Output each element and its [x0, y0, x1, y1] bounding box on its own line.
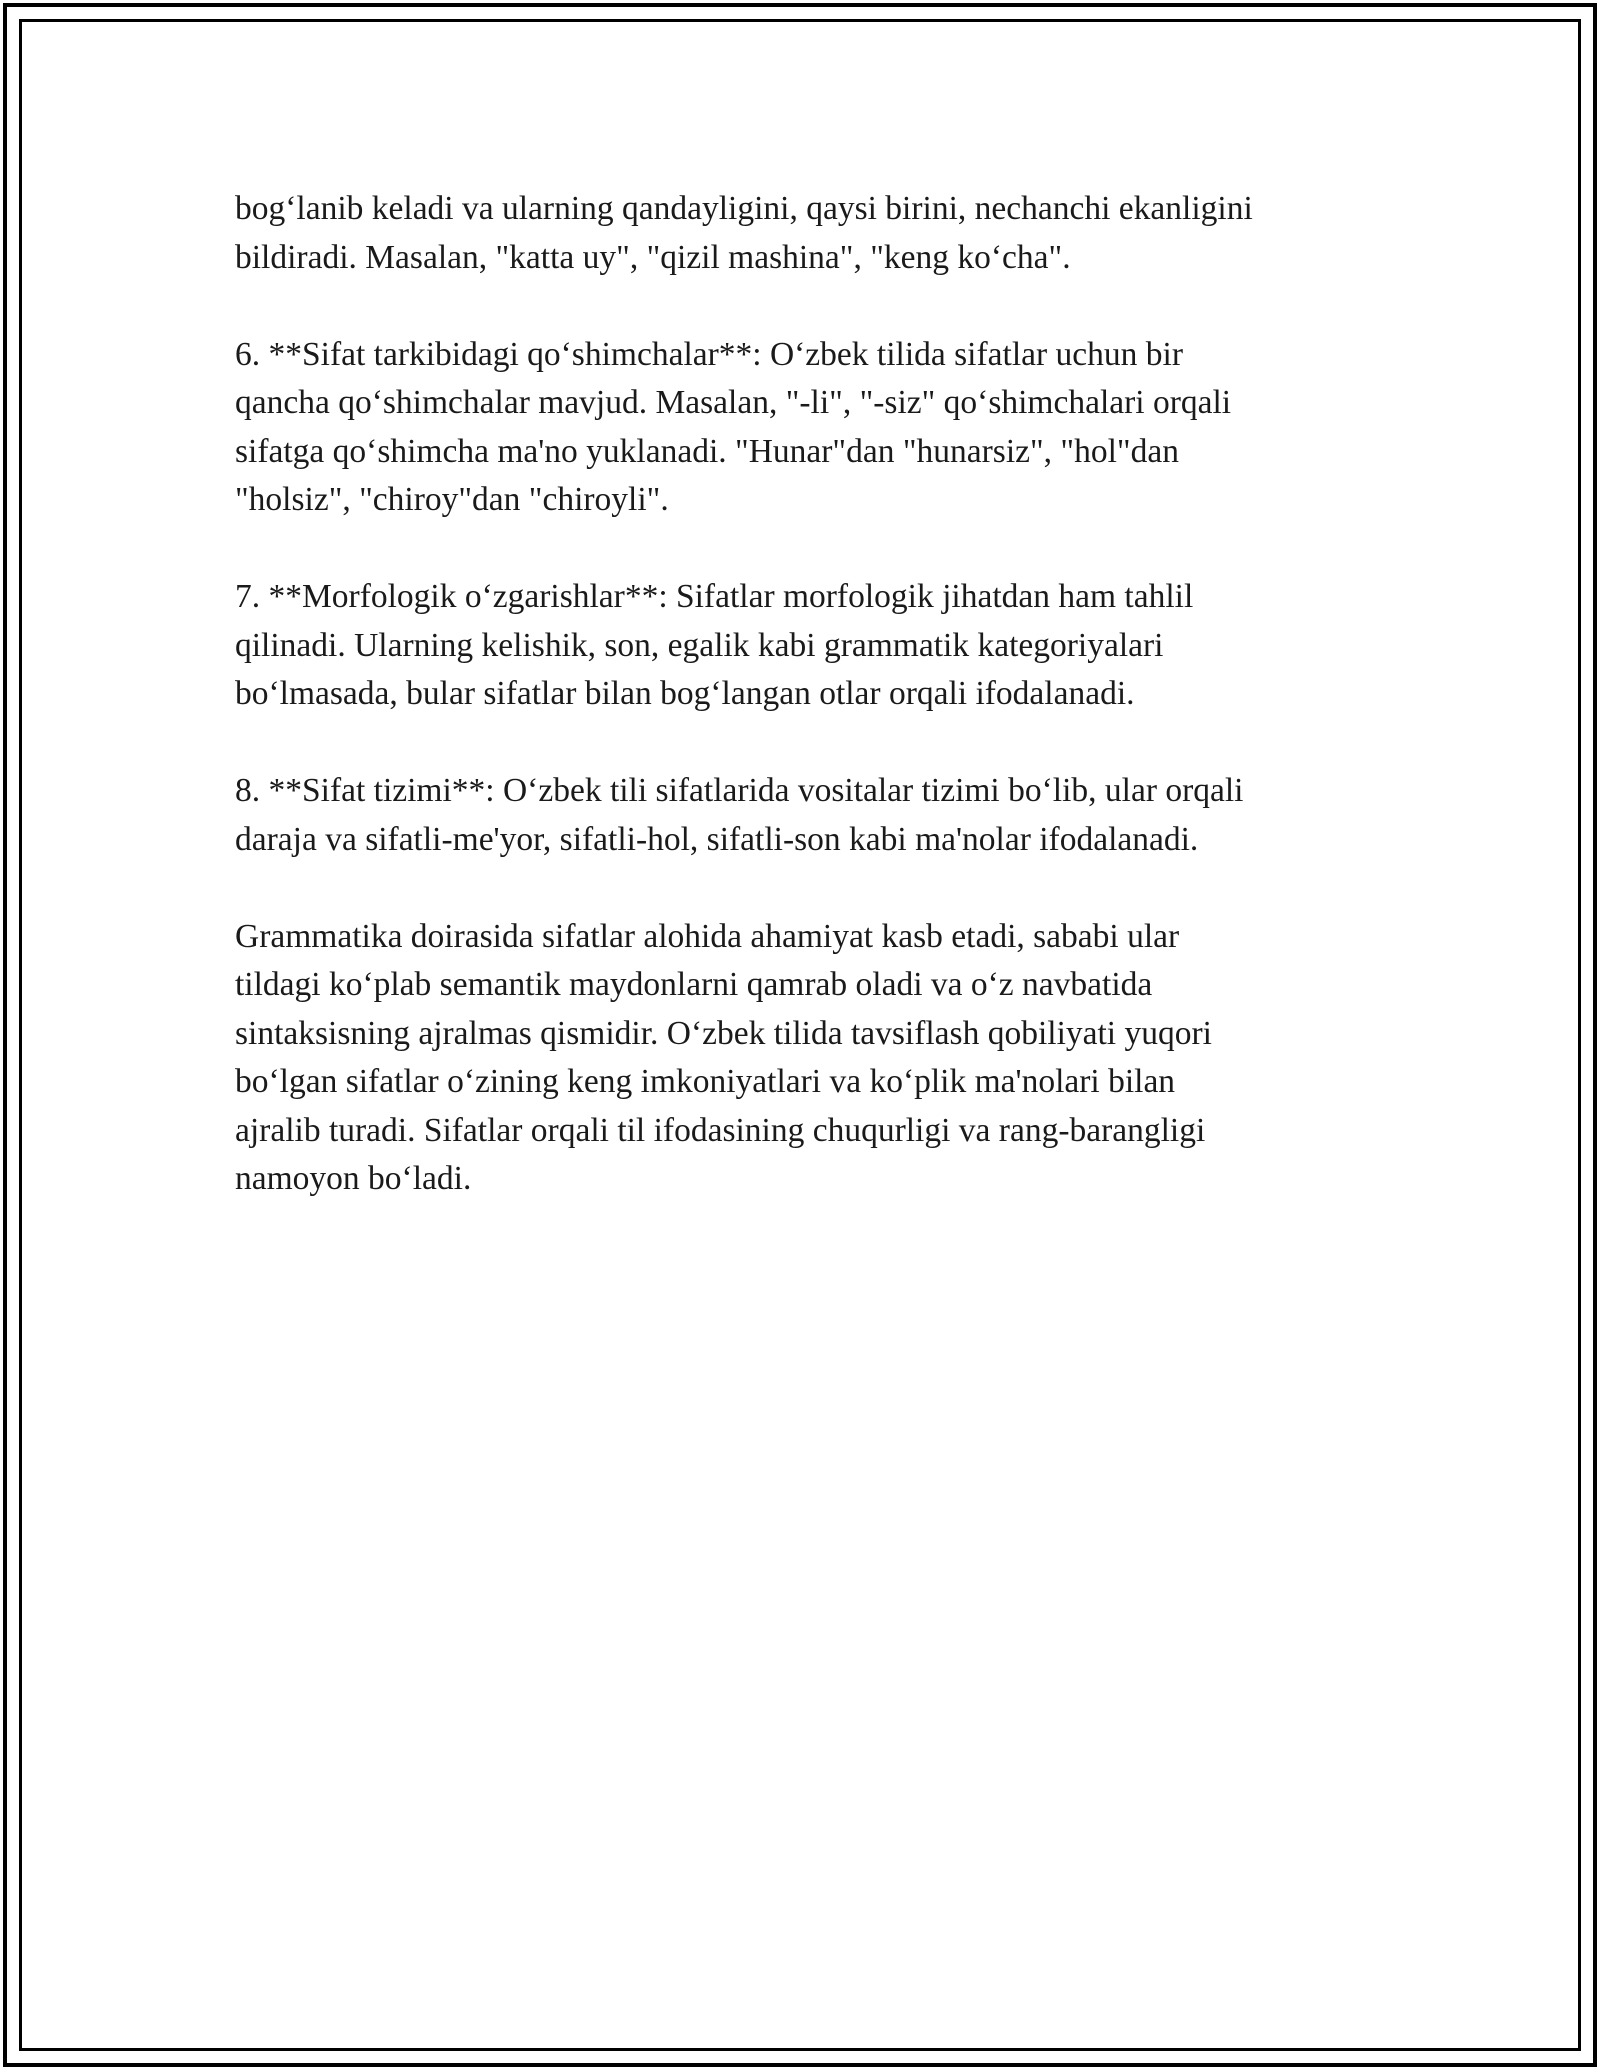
text-line: qilinadi. Ularning kelishik, son, egalik kabi grammatik kategoriyalari: [235, 626, 1164, 664]
text-line: namoyon bo‘ladi.: [235, 1160, 472, 1197]
text-line: "holsiz", "chiroy"dan "chiroyli".: [235, 481, 669, 518]
text-line: bildiradi. Masalan, "katta uy", "qizil mashina", "keng ko‘cha".: [235, 238, 1071, 276]
text-line: Grammatika doirasida sifatlar alohida ahamiyat kasb etadi, sababi ular: [235, 917, 1180, 955]
text-line: sifatga qo‘shimcha ma'no yuklanadi. "Hunar"dan "hunarsiz", "hol"dan: [235, 432, 1179, 470]
text-line: qancha qo‘shimchalar mavjud. Masalan, "-li", "-siz" qo‘shimchalari orqali: [235, 384, 1232, 421]
paragraph-continuation: [235, 185, 1395, 282]
text-line: ajralib turadi. Sifatlar orqali til ifodasining chuqurligi va rang-barangligi: [235, 1111, 1206, 1149]
text-line: 8. **Sifat tizimi**: O‘zbek tili sifatlarida vositalar tizimi bo‘lib, ular orqali: [235, 772, 1244, 809]
text-line: tildagi ko‘plab semantik maydonlarni qamrab oladi va o‘z navbatida: [235, 966, 1153, 1003]
text-line: bog‘lanib keladi va ularning qandayligini, qaysi birini, nechanchi ekanligini: [235, 190, 1253, 227]
text-line: 6. **Sifat tarkibidagi qo‘shimchalar**: O‘zbek tilida sifatlar uchun bir: [235, 335, 1183, 373]
paragraph-conclusion: [235, 913, 1395, 1204]
text-line: daraja va sifatli-me'yor, sifatli-hol, sifatli-son kabi ma'nolar ifodalanadi.: [235, 820, 1199, 858]
document-body: [235, 185, 1395, 1252]
paragraph-item-6: [235, 331, 1395, 525]
text-line: sintaksisning ajralmas qismidir. O‘zbek tilida tavsiflash qobiliyati yuqori: [235, 1014, 1212, 1052]
text-line: bo‘lmasada, bular sifatlar bilan bog‘langan otlar orqali ifodalanadi.: [235, 675, 1135, 712]
paragraph-item-7: [235, 573, 1395, 719]
paragraph-item-8: [235, 767, 1395, 864]
text-line: 7. **Morfologik o‘zgarishlar**: Sifatlar morfologik jihatdan ham tahlil: [235, 578, 1194, 615]
text-line: bo‘lgan sifatlar o‘zining keng imkoniyatlari va ko‘plik ma'nolari bilan: [235, 1063, 1176, 1100]
